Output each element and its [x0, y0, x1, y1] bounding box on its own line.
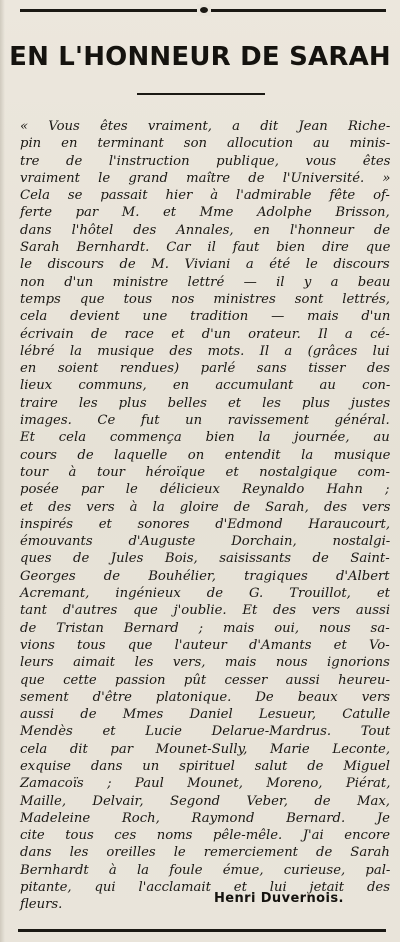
article-line: ques de Jules Bois, saisissants de Saint-: [20, 551, 390, 567]
article-line: Bernhardt à la foule émue, curieuse, pal-: [20, 862, 391, 878]
bottom-rule: [18, 929, 386, 932]
article-line: lieux communs, en accumulant au con-: [20, 378, 391, 394]
article-line: traire les plus belles et les plus justes: [20, 395, 391, 411]
article-line: posée par le délicieux Reynaldo Hahn ;: [20, 482, 390, 498]
article-line: de Tristan Bernard ; mais oui, nous sa-: [20, 620, 390, 636]
article-line: cite tous ces noms pêle-mêle. J'ai encore: [20, 828, 390, 844]
article-line: vions tous que l'auteur d'Amants et Vo-: [20, 637, 390, 653]
article-line: Georges de Bouhélier, tragiques d'Albert: [20, 568, 390, 584]
article-line: ferte par M. et Mme Adolphe Brisson,: [20, 205, 390, 221]
article-line: pitante, qui l'acclamait et lui jetait des: [20, 880, 390, 896]
article-line: cours de laquelle on entendit la musique: [20, 447, 391, 463]
author-signature: Henri Duvernois.: [214, 891, 344, 906]
page-edge-shadow: [0, 0, 5, 942]
article-line: exquise dans un spirituel salut de Miguel: [20, 758, 390, 774]
article-line: Acremant, ingénieux de G. Trouillot, et: [20, 586, 390, 602]
article-line: Sarah Bernhardt. Car il faut bien dire que: [20, 240, 391, 256]
article-line: Madeleine Roch, Raymond Bernard. Je: [20, 810, 390, 826]
article-line: images. Ce fut un ravissement général.: [20, 413, 390, 429]
article-line: et des vers à la gloire de Sarah, des vers: [20, 499, 391, 515]
article-line: tour à tour héroïque et nostalgique com-: [20, 464, 390, 480]
article-line: dans l'hôtel des Annales, en l'honneur de: [20, 222, 391, 238]
article-line: « Vous êtes vraiment, a dit Jean Riche-: [20, 119, 391, 134]
headline-underline: [137, 93, 265, 95]
article-line: cela dit par Mounet-Sully, Marie Leconte,: [20, 741, 391, 757]
article-line: tant d'autres que j'oublie. Et des vers aussi: [20, 603, 391, 619]
article-line: émouvants d'Auguste Dorchain, nostalgi-: [20, 534, 391, 550]
article-line: temps que tous nos ministres sont lettrés,: [20, 291, 390, 307]
article-line: dans les oreilles le remerciement de Sarah: [20, 845, 390, 861]
article-body: [20, 118, 390, 914]
article-line: pin en terminant son allocution au minis-: [20, 136, 391, 152]
article-line: en soient rendues) parlé sans tisser des: [20, 361, 390, 377]
article-line: que cette passion pût cesser aussi heureu-: [20, 672, 390, 688]
article-line: Maille, Delvair, Segond Veber, de Max,: [20, 793, 390, 809]
article-line: le discours de M. Viviani a été le discours: [20, 257, 390, 273]
article-line: sement d'être platonique. De beaux vers: [20, 689, 391, 705]
article-line: lébré la musique des mots. Il a (grâces lui: [20, 343, 390, 359]
article-line: cela devient une tradition — mais d'un: [20, 309, 391, 325]
article-line: aussi de Mmes Daniel Lesueur, Catulle: [20, 707, 391, 723]
article-line: vraiment le grand maître de l'Université. »: [20, 170, 391, 186]
article-line: Zamacoïs ; Paul Mounet, Moreno, Piérat,: [20, 776, 391, 792]
article-line: Et cela commença bien la journée, au: [20, 430, 390, 446]
article-line: non d'un ministre lettré — il y a beau: [20, 274, 391, 290]
article-line: tre de l'instruction publique, vous êtes: [20, 153, 391, 169]
article-line: inspirés et sonores d'Edmond Haraucourt,: [20, 516, 391, 532]
article-line: leurs aimait les vers, mais nous ignorions: [20, 655, 390, 671]
article-line: Mendès et Lucie Delarue-Mardrus. Tout: [20, 724, 391, 740]
article-line: fleurs.: [20, 897, 63, 913]
rule-ornament: [197, 4, 211, 16]
article-line: Cela se passait hier à l'admirable fête of-: [20, 188, 390, 204]
article-headline: EN L'HONNEUR DE SARAH: [9, 42, 391, 72]
article-line: écrivain de race et d'un orateur. Il a cé-: [20, 326, 390, 342]
